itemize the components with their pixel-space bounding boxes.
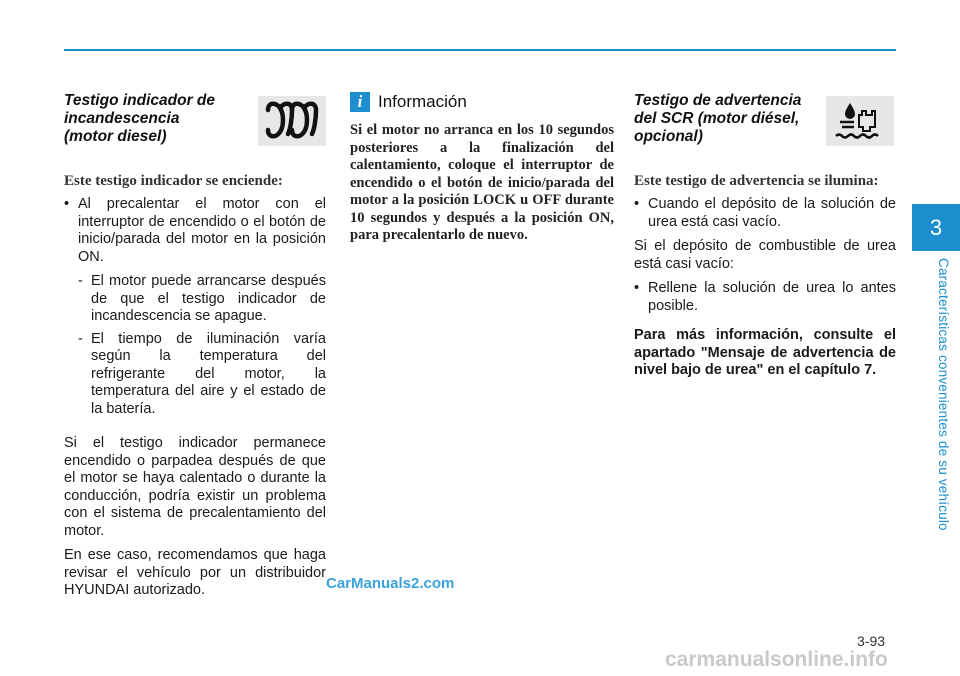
scr-bullet-1: • Cuando el depósito de la solución de urea está casi vacío. — [634, 196, 896, 231]
information-section — [350, 92, 614, 245]
chapter-tab: 3 — [912, 204, 960, 251]
chapter-title: Características convenientes de su vehículo — [936, 258, 951, 531]
glow-plug-icon — [258, 96, 326, 146]
scr-warning-heading — [634, 92, 824, 146]
heading-line: incandescencia — [64, 110, 180, 127]
scr-bold-paragraph: Para más información, consulte el apartado "Mensaje de advertencia de nivel bajo de urea" en el capítulo 7. — [634, 327, 896, 378]
scr-warning-icon — [826, 96, 894, 146]
glow-dash-2: - El tiempo de iluminación varía según la temperatura del refrigerante del motor, la temperatura del aire y el estado de la batería. — [78, 330, 326, 417]
page-number: 3-93 — [857, 633, 886, 649]
heading-line: del SCR (motor diésel, — [634, 110, 800, 127]
info-body: Si el motor no arranca en los 10 segundos posteriores a la finalización del calentamiento, coloque el interruptor de encendido o el botón de inicio/parada del motor a la posición LOCK u OFF durante 10 segundos y después a la posición ON, para precalentarlo de nuevo. — [350, 122, 614, 243]
info-title: Información — [378, 92, 467, 111]
scr-paragraph: Si el depósito de combustible de urea está casi vacío: — [634, 238, 896, 272]
glow-paragraph-1: Si el testigo indicador permanece encendido o parpadea después de que el motor se haya calentado o durante la conducción, podría existir un problema con el sistema de precalentamiento del motor. — [64, 435, 326, 539]
dash-text: El motor puede arrancarse después de que el testigo indicador de incandescencia se apague. — [91, 273, 326, 324]
heading-line: (motor diesel) — [64, 128, 167, 145]
dash-text: El tiempo de iluminación varía según la temperatura del refrigerante del motor, la temperatura del aire y el estado de la batería. — [91, 330, 326, 417]
info-header — [350, 92, 614, 112]
glow-dash-1: - El motor puede arrancarse después de que el testigo indicador de incandescencia se apague. — [78, 273, 326, 324]
top-rule — [64, 49, 896, 51]
glow-indicator-subheading: Este testigo indicador se enciende: — [64, 173, 283, 189]
glow-paragraph-2: En ese caso, recomendamos que haga revisar el vehículo por un distribuidor HYUNDAI autorizado. — [64, 547, 326, 598]
scr-subheading: Este testigo de advertencia se ilumina: — [634, 173, 879, 189]
heading-line: Testigo indicador de — [64, 92, 215, 109]
glow-bullet: • Al precalentar el motor con el interruptor de encendido o el botón de inicio/parada del motor en la posición ON. — [64, 196, 326, 266]
watermark-bottom: carmanualsonline.info — [665, 648, 888, 671]
info-icon: i — [350, 92, 370, 112]
watermark-top: CarManuals2.com — [326, 575, 455, 592]
heading-line: Testigo de advertencia — [634, 92, 802, 109]
heading-line: opcional) — [634, 128, 703, 145]
scr-bullet-2: • Rellene la solución de urea lo antes posible. — [634, 280, 896, 315]
glow-indicator-section — [64, 92, 326, 607]
glow-indicator-heading — [64, 92, 244, 146]
